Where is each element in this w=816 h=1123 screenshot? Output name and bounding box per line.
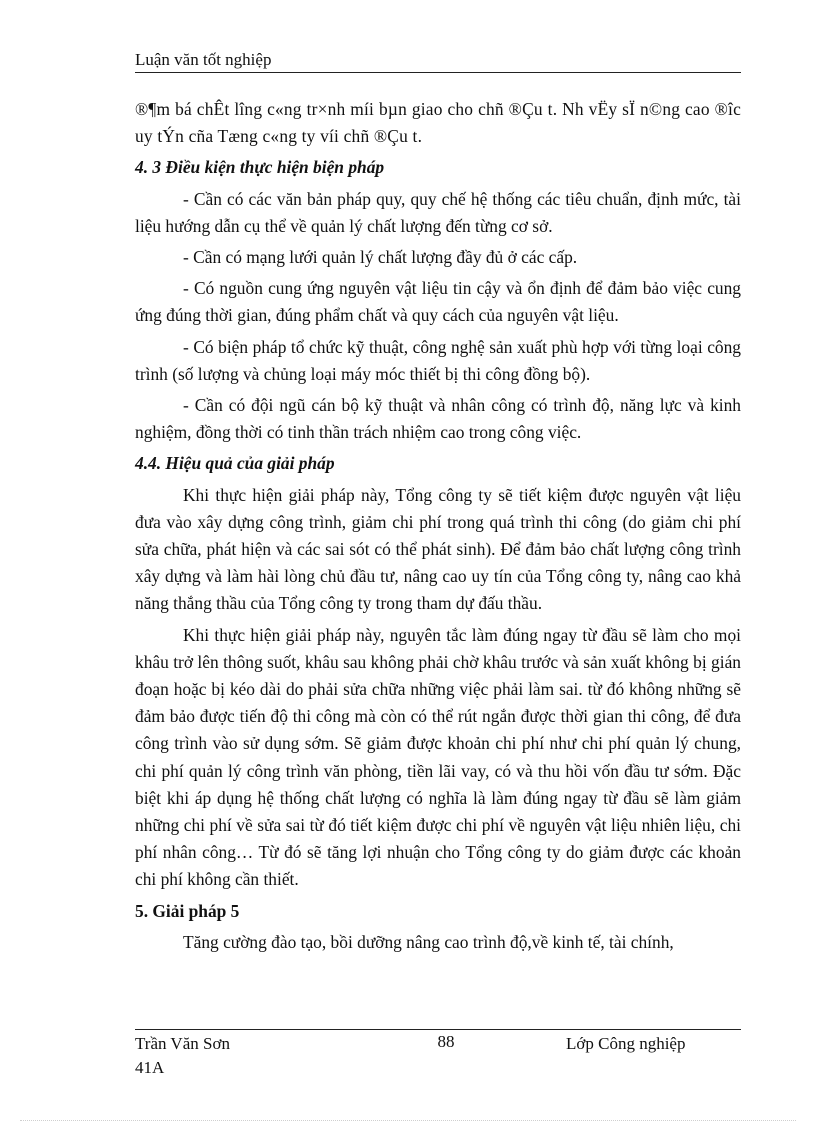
section-heading-5: 5. Giải pháp 5 (135, 900, 240, 921)
paragraph-4-3-3: - Có nguồn cung ứng nguyên vật liệu tin cậy và ổn định để đảm bảo việc cung ứng đúng thời gian, đúng phẩm chất và quy cách của nguyên vật liệu. (135, 278, 741, 326)
running-header: Luận văn tốt nghiệp (135, 50, 272, 69)
footer-class-name: Lớp Công nghiệp (566, 1034, 686, 1053)
paragraph-4-3-4: - Có biện pháp tổ chức kỹ thuật, công nghệ sản xuất phù hợp với từng loại công trình (số lượng và chủng loại máy móc thiết bị thi công đồng bộ). (135, 336, 741, 384)
paragraph-4-4-2: Khi thực hiện giải pháp này, nguyên tắc làm đúng ngay từ đầu sẽ làm cho mọi khâu trở lên thông suốt, khâu sau không phải chờ khâu trước và sản xuất không bị gián đoạn hoặc bị kéo dài do phải sửa chữa những việc phải làm sai. từ đó không những sẽ đảm bảo được tiến độ thi công mà còn có thể rút ngắn được thời gian thi công, để đưa công trình vào sử dụng sớm. Sẽ giảm được khoản chi phí như chi phí quản lý chung, chi phí quản lý công trình văn phòng, tiền lãi vay, có và thu hồi vốn đầu tư sớm. Đặc biệt khi áp dụng hệ thống chất lượng có nghĩa là làm đúng ngay từ đầu sẽ làm giảm những chi phí về sửa sai từ đó tiết kiệm được chi phí về nguyên vật liệu nhiên liệu, chi phí nhân công… Từ đó sẽ tăng lợi nhuận cho Tổng công ty do giảm được các khoản chi phí không cần thiết. (135, 624, 741, 890)
paragraph-4-4-1: Khi thực hiện giải pháp này, Tổng công ty sẽ tiết kiệm được nguyên vật liệu đưa vào xây dựng công trình, giảm chi phí trong quá trình thi công (do giảm chi phí sửa chữa, phát hiện và các sai sót có thể phát sinh). Để đảm bảo chất lượng công trình xây dựng và làm hài lòng chủ đầu tư, nâng cao uy tín của Tổng công ty, nâng cao khả năng thắng thầu của Tổng công ty trong tham dự đấu thầu. (135, 484, 741, 614)
paragraph-5-1: Tăng cường đào tạo, bồi dưỡng nâng cao trình độ,về kinh tế, tài chính, (183, 931, 674, 952)
page-bottom-edge (20, 1120, 796, 1121)
paragraph-legacy-encoded: ®¶m bá chÊt lîng c«ng tr×nh míi bµn giao cho chñ ®Çu t. Nh vËy sÏ n©ng cao ®îc uy tÝn cña Tæng c«ng ty víi chñ ®Çu t. (135, 99, 741, 147)
section-heading-4-4: 4.4. Hiệu quả của giải pháp (135, 453, 335, 474)
header-divider (135, 72, 741, 73)
footer-cohort: 41A (135, 1058, 165, 1077)
page-body (135, 96, 741, 960)
section-heading-4-3: 4. 3 Điều kiện thực hiện biện pháp (135, 157, 385, 178)
paragraph-4-3-2: - Cần có mạng lưới quản lý chất lượng đầy đủ ở các cấp. (183, 247, 578, 268)
paragraph-4-3-1: - Cần có các văn bản pháp quy, quy chế hệ thống các tiêu chuẩn, định mức, tài liệu hướng dẫn cụ thể về quản lý chất lượng đến từng cơ sở. (135, 188, 741, 236)
footer-author: Trần Văn Sơn (135, 1034, 230, 1053)
paragraph-4-3-5: - Cần có đội ngũ cán bộ kỹ thuật và nhân công có trình độ, năng lực và kinh nghiệm, đồng thời có tinh thần trách nhiệm cao trong công việc. (135, 395, 741, 443)
page-number: 88 (437, 1032, 455, 1051)
footer-author-block (135, 1032, 230, 1080)
